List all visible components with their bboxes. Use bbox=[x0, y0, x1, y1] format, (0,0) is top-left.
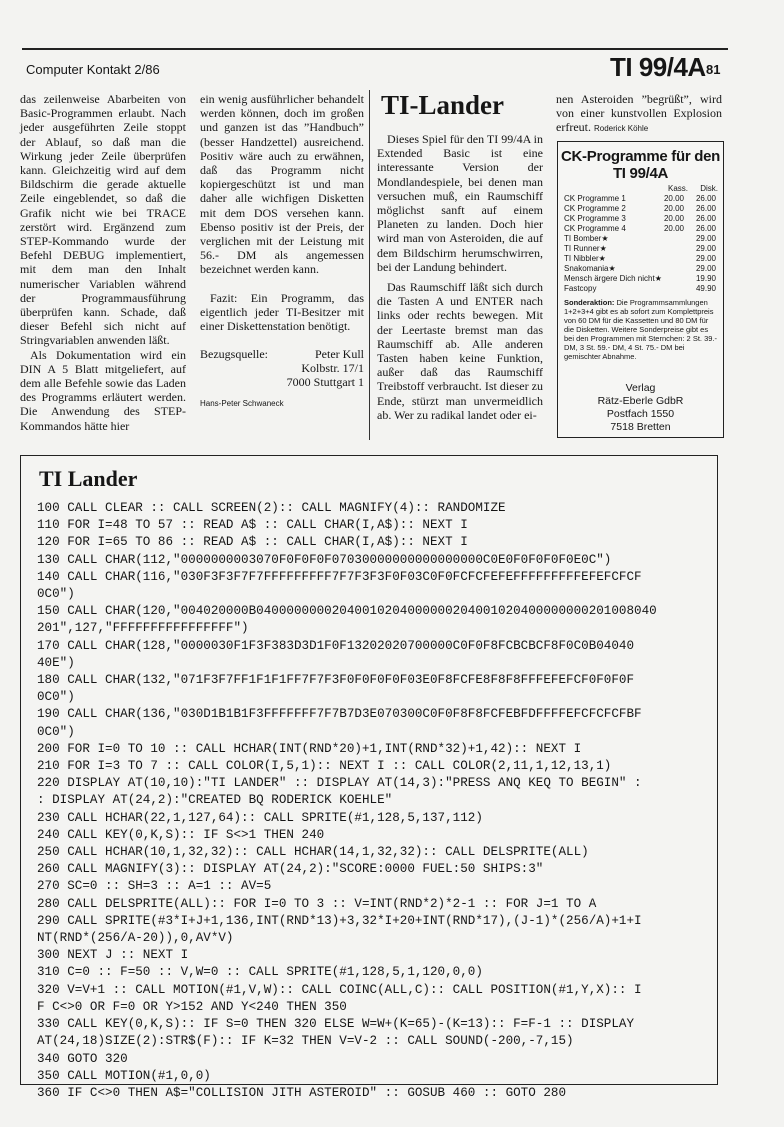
code-line: F C<>0 OR F=0 OR Y>152 AND Y<240 THEN 350 bbox=[37, 999, 347, 1014]
listing-title: TI Lander bbox=[39, 466, 138, 491]
code-line: 250 CALL HCHAR(10,1,32,32):: CALL HCHAR(14,1,32,32):: CALL DELSPRITE(ALL) bbox=[37, 845, 589, 860]
code-line: : DISPLAY AT(24,2):"CREATED BQ RODERICK KOEHLE" bbox=[37, 793, 393, 808]
code-line: 360 IF C<>0 THEN A$="COLLISION JITH ASTEROID" :: GOSUB 460 :: GOTO 280 bbox=[37, 1085, 567, 1100]
price-row: CK Programme 3 20.00 26.00 bbox=[564, 214, 716, 223]
conclusion: Fazit: Ein Programm, das eigentlich jeder TI-Besitzer mit einer Diskettenstation benötigt. bbox=[200, 290, 364, 334]
column-divider bbox=[369, 90, 370, 440]
article-column-1 bbox=[20, 92, 186, 433]
article-column-4 bbox=[556, 92, 722, 137]
article-column-3 bbox=[377, 90, 543, 422]
source-label: Bezugsquelle: bbox=[200, 347, 268, 362]
code-line: 340 GOTO 320 bbox=[37, 1051, 128, 1066]
price-row: CK Programme 4 20.00 26.00 bbox=[564, 224, 716, 233]
section-brand: TI 99/4A bbox=[610, 52, 706, 82]
code-line: 230 CALL HCHAR(22,1,127,64):: CALL SPRITE(#1,128,5,137,112) bbox=[37, 810, 483, 825]
code-line: 210 FOR I=3 TO 7 :: CALL COLOR(I,5,1):: NEXT I :: CALL COLOR(2,11,1,12,13,1) bbox=[37, 759, 612, 774]
code-line: 290 CALL SPRITE(#3*I+J+1,136,INT(RND*13)+3,32*I+20+INT(RND*17),(J-1)*(256/A)+1+I bbox=[37, 913, 642, 928]
publisher-line: Postfach 1550 bbox=[606, 408, 675, 420]
code-line: 120 FOR I=65 TO 86 :: READ A$ :: CALL CHAR(I,A$):: NEXT I bbox=[37, 535, 468, 550]
address-line: Kolbstr. 17/1 bbox=[301, 361, 364, 376]
code-line: 200 FOR I=0 TO 10 :: CALL HCHAR(INT(RND*20)+1,INT(RND*32)+1,42):: NEXT I bbox=[37, 741, 582, 756]
publisher-line: Rätz-Eberle GdbR bbox=[597, 395, 684, 407]
code-line: 0C0") bbox=[37, 724, 75, 739]
header-rule bbox=[22, 48, 728, 50]
paragraph: Das Raumschiff läßt sich durch die Tasten A und ENTER nach links oder rechts bewegen. Mit der Leertaste bremst man das Raumschiff ab. Alle anderen Tasten haben keine Funktion, außer daß das Raumschiff Treibstoff verbraucht. Ist dieser zu Ende, stürzt man unvermeidlich ab. Wer zu radikal landet oder ei- bbox=[377, 280, 543, 422]
author-byline: Roderick Köhle bbox=[593, 124, 649, 134]
price-row: Mensch ärgere Dich nicht★ 19.90 bbox=[564, 274, 716, 283]
paragraph: das zeilenweise Abarbeiten von Basic-Programmen erlaubt. Nach jeder ausgeführten Zeile stoppt der Ablauf, so daß man die Wirkung jeder Zeile überprüfen kann. Gleichzeitig wird auf dem Bildschirm die gerade aktuelle Zeile eingeblendet, so daß die Grafik nicht wie bei TRACE zerstört wird. Ergänzend zum STEP-Kommando wurde der Befehl DEBUG implementiert, mit dem man den Inhalt numerischer Variablen während der Programmausführung überprüfen kann. Schade, daß dieser Befehl sich nicht auf Stringvariablen anwenden läßt. bbox=[20, 92, 186, 348]
box-title: CK-Programme für den TI 99/4A bbox=[560, 148, 721, 182]
price-row: TI Bomber★ 29.00 bbox=[564, 234, 716, 243]
code-line: 320 V=V+1 :: CALL MOTION(#1,V,W):: CALL COINC(ALL,C):: CALL POSITION(#1,Y,X):: I bbox=[37, 982, 642, 997]
code-line: 330 CALL KEY(0,K,S):: IF S=0 THEN 320 ELSE W=W+(K=65)-(K=13):: F=F-1 :: DISPLAY bbox=[37, 1017, 635, 1032]
article-title: TI-Lander bbox=[381, 90, 505, 120]
code-line: 350 CALL MOTION(#1,0,0) bbox=[37, 1068, 211, 1083]
code-line: 220 DISPLAY AT(10,10):"TI LANDER" :: DISPLAY AT(14,3):"PRESS ANQ KEQ TO BEGIN" : bbox=[37, 776, 642, 791]
paragraph: Dieses Spiel für den TI 99/4A in Extended Basic ist eine interessante Version der Mondlandespiele, bei denen man versuchen muß, ein Raumschiff möglichst sanft auf einem Planeten zu landen. Doch hier wird man von Asteroiden, die auf dem Bildschirm herumschwirren, bei der Landung behindert. bbox=[377, 132, 543, 274]
price-row: CK Programme 2 20.00 26.00 bbox=[564, 204, 716, 213]
code-line: 240 CALL KEY(0,K,S):: IF S<>1 THEN 240 bbox=[37, 827, 325, 842]
disk-header: Disk. bbox=[700, 184, 718, 193]
publisher-line: Verlag bbox=[625, 382, 656, 394]
offer-label: Sonderaktion: bbox=[564, 298, 615, 307]
code-line: 140 CALL CHAR(116,"030F3F3F7F7FFFFFFFFF7F7F3F3F0F03C0F0FCFCFEFEFFFFFFFFFEFEFCFCF bbox=[37, 569, 642, 584]
author-byline: Hans-Peter Schwaneck bbox=[200, 399, 284, 409]
publisher-line: 7518 Bretten bbox=[610, 421, 671, 433]
source-address bbox=[200, 347, 364, 389]
code-line: 201",127,"FFFFFFFFFFFFFFFF") bbox=[37, 621, 249, 636]
code-line: 280 CALL DELSPRITE(ALL):: FOR I=0 TO 3 :: V=INT(RND*2)*2-1 :: FOR J=1 TO A bbox=[37, 896, 597, 911]
code-line: 180 CALL CHAR(132,"071F3F7FF1F1F1FF7F7F3F0F0F0F0F03E0F8FCFE8F8F8FFFEFEFCF0F0F0F bbox=[37, 673, 635, 688]
code-line: NT(RND*(256/A-20)),0,AV*V) bbox=[37, 931, 234, 946]
code-line: 260 CALL MAGNIFY(3):: DISPLAY AT(24,2):"SCORE:0000 FUEL:50 SHIPS:3" bbox=[37, 862, 544, 877]
price-header-row bbox=[658, 184, 718, 193]
code-line: 300 NEXT J :: NEXT I bbox=[37, 948, 189, 963]
paragraph: Als Dokumentation wird ein DIN A 5 Blatt mitgeliefert, auf dem alle Befehle sowie das Laden des Programms erläutert werden. Die Anwendung des STEP-Kommandos hätte hier bbox=[20, 347, 186, 433]
code-line: 130 CALL CHAR(112,"0000000003070F0F0F0F07030000000000000000C0E0F0F0F0F0E0C") bbox=[37, 552, 612, 567]
code-line: 270 SC=0 :: SH=3 :: A=1 :: AV=5 bbox=[37, 879, 272, 894]
price-box bbox=[557, 141, 724, 438]
paragraph: ein wenig ausführlicher behandelt werden können, doch im großen und ganzen ist das ”Handbuch” (besser Handzettel) ausreichend. Positiv wäre auch zu erwähnen, daß das Programm nicht kopiergeschützt ist und man daher alle wichfigen Disketten mit dem DOS versehen kann. Ebenso positiv ist der Preis, der verglichen mit der Leistung mit 56.- DM als angemessen bezeichnet werden kann. bbox=[200, 92, 364, 277]
kass-header: Kass. bbox=[667, 184, 688, 193]
code-line: 190 CALL CHAR(136,"030D1B1B1F3FFFFFFF7F7B7D3E070300C0F0F8F8FCFEBFDFFFFEFCFCFCFBF bbox=[37, 707, 642, 722]
address-line: Peter Kull bbox=[315, 347, 364, 362]
paragraph-text: nen Asteroiden ”begrüßt”, wird von einer kunstvollen Explosion erfreut. bbox=[556, 92, 722, 135]
code-line: 100 CALL CLEAR :: CALL SCREEN(2):: CALL MAGNIFY(4):: RANDOMIZE bbox=[37, 501, 506, 515]
magazine-issue: Computer Kontakt 2/86 bbox=[26, 62, 160, 77]
code-line: 0C0") bbox=[37, 690, 75, 705]
listing-code bbox=[37, 500, 707, 1102]
code-line: 150 CALL CHAR(120,"004020000B04000000002040010204000000204001020400000000201008040 bbox=[37, 604, 657, 619]
code-line: 0C0") bbox=[37, 587, 75, 602]
program-listing bbox=[20, 455, 718, 1100]
address-line: 7000 Stuttgart 1 bbox=[286, 375, 364, 390]
page-number: 81 bbox=[706, 62, 721, 77]
special-offer bbox=[564, 298, 717, 361]
code-line: 310 C=0 :: F=50 :: V,W=0 :: CALL SPRITE(#1,128,5,1,120,0,0) bbox=[37, 965, 483, 980]
paragraph bbox=[556, 92, 722, 137]
price-row: Fastcopy 49.90 bbox=[564, 284, 716, 293]
code-line: AT(24,18)SIZE(2):STR$(F):: IF K=32 THEN V=V-2 :: CALL SOUND(-200,-7,15) bbox=[37, 1034, 574, 1049]
code-line: 40E") bbox=[37, 655, 75, 670]
code-line: 110 FOR I=48 TO 57 :: READ A$ :: CALL CHAR(I,A$):: NEXT I bbox=[37, 518, 468, 533]
publisher-address bbox=[558, 382, 723, 434]
price-row: TI Nibbler★ 29.00 bbox=[564, 254, 716, 263]
article-column-2 bbox=[200, 92, 364, 411]
price-row: Snakomania★ 29.00 bbox=[564, 264, 716, 273]
code-line: 170 CALL CHAR(128,"0000030F1F3F383D3D1F0F13202020700000C0F0F8FCBCBCF8F0C0B04040 bbox=[37, 638, 635, 653]
price-row: TI Runner★ 29.00 bbox=[564, 244, 716, 253]
offer-text: Die Programmsammlungen 1+2+3+4 gibt es ab sofort zum Komplettpreis von 60 DM für die Kassetten und 80 DM für die Disketten. Weitere Sonderpreise gibt es bei den Programmen mit Sternchen: 2 St. 39.- DM, 3 St. 59.- DM, 4 St. 75.- DM bei gemischter Abnahme. bbox=[564, 298, 717, 361]
page-header bbox=[22, 48, 728, 82]
price-row: CK Programme 1 20.00 26.00 bbox=[564, 194, 716, 203]
